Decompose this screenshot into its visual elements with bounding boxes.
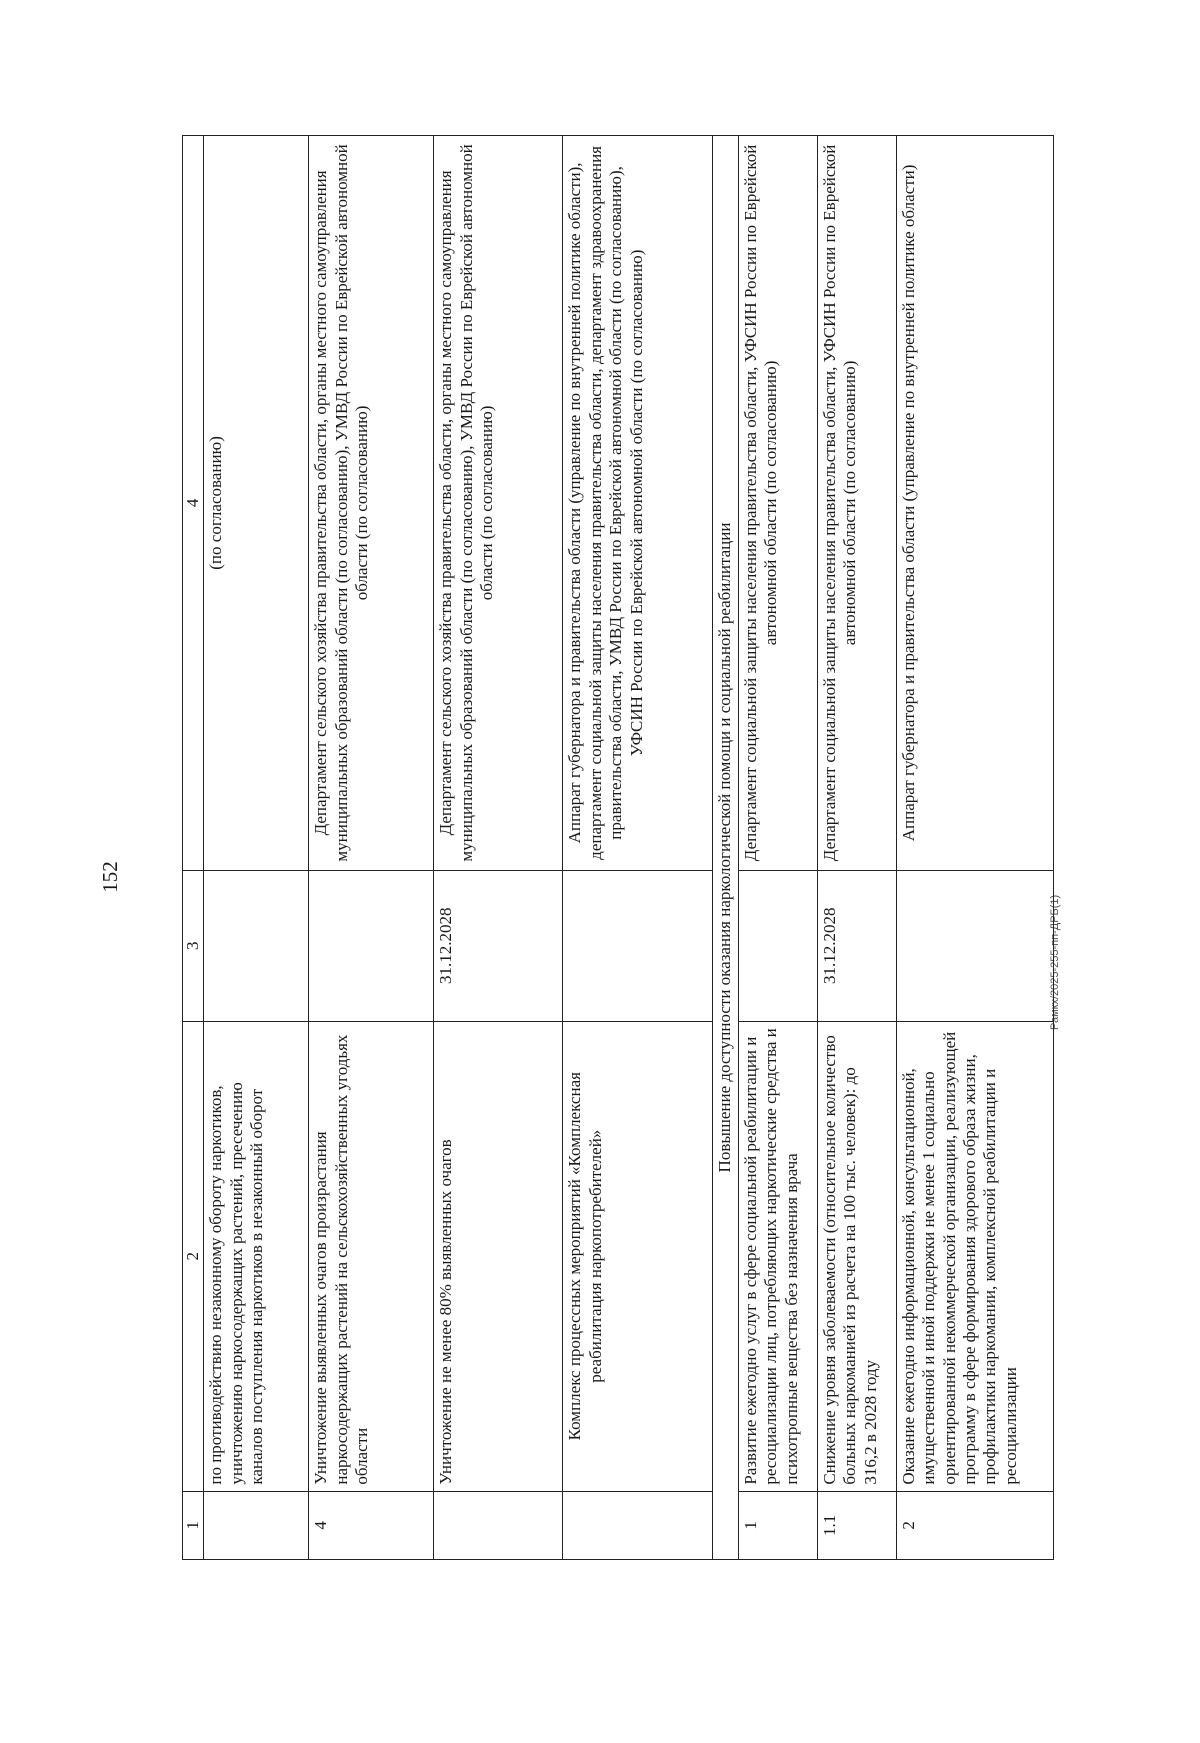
header-col-3: 3 xyxy=(183,870,204,1021)
section-title: Повышение доступности оказания наркологической помощи и социальной реабилитации xyxy=(713,136,738,1560)
row-number: 2 xyxy=(896,1491,1053,1559)
row-task: Уничтожение выявленных очагов произрастания наркосодержащих растений на сельскохозяйственных угодьях области xyxy=(309,1021,434,1491)
header-col-4: 4 xyxy=(183,136,204,871)
header-col-1: 1 xyxy=(183,1491,204,1559)
row-number: 1.1 xyxy=(817,1491,896,1559)
row-responsible: Департамент социальной защиты населения правительства области, УФСИН России по Еврейской автономной области (по согласованию) xyxy=(817,136,896,871)
measures-table xyxy=(182,135,1054,1560)
row-deadline xyxy=(204,870,309,1021)
table-row xyxy=(738,136,817,1560)
row-number: 4 xyxy=(309,1491,434,1559)
row-task: по противодействию незаконному обороту наркотиков, уничтожению наркосодержащих растений, пресечению каналов поступления наркотиков в незаконный оборот xyxy=(204,1021,309,1491)
row-number: 1 xyxy=(738,1491,817,1559)
row-task: Развитие ежегодно услуг в сфере социальной реабилитации и ресоциализации лиц, потребляющих наркотические средства и психотропные вещества без назначения врача xyxy=(738,1021,817,1491)
row-deadline xyxy=(738,870,817,1021)
row-deadline: 31.12.2028 xyxy=(817,870,896,1021)
table-row xyxy=(434,136,563,1560)
row-task: Комплекс процессных мероприятий «Комплексная реабилитация наркопотребителей» xyxy=(563,1021,713,1491)
row-task: Уничтожение не менее 80% выявленных очагов xyxy=(434,1021,563,1491)
row-deadline xyxy=(896,870,1053,1021)
row-number xyxy=(563,1491,713,1559)
row-deadline xyxy=(563,870,713,1021)
row-responsible: Аппарат губернатора и правительства области (управление по внутренней политике области) xyxy=(896,136,1053,871)
row-deadline: 31.12.2028 xyxy=(434,870,563,1021)
table-row xyxy=(896,136,1053,1560)
row-responsible: Аппарат губернатора и правительства области (управление по внутренней политике области), департамент социальной защиты населения правительства области, департамент здравоохранения правительства области, УМВД России по Еврейской автономной области (по согласованию), УФСИН России по Еврейской автономной области (по согласованию) xyxy=(563,136,713,871)
row-task: Снижение уровня заболеваемости (относительное количество больных наркоманией из расчета на 100 тыс. человек): до 316,2 в 2028 году xyxy=(817,1021,896,1491)
row-responsible: (по согласованию) xyxy=(204,136,309,871)
row-deadline xyxy=(309,870,434,1021)
header-col-2: 2 xyxy=(183,1021,204,1491)
row-number xyxy=(204,1491,309,1559)
table-row xyxy=(563,136,713,1560)
table-row xyxy=(204,136,309,1560)
document-code: Рамкх/2025-255-пп-ДРБ(1) xyxy=(1049,894,1061,1030)
row-responsible: Департамент социальной защиты населения правительства области, УФСИН России по Еврейской автономной области (по согласованию) xyxy=(738,136,817,871)
table-header-row xyxy=(183,136,204,1560)
row-number xyxy=(434,1491,563,1559)
page-number: 152 xyxy=(98,861,122,893)
section-header-row xyxy=(713,136,738,1560)
measures-table-frame xyxy=(182,135,1081,1560)
row-task: Оказание ежегодно информационной, консультационной, имущественной и иной поддержки не менее 1 социально ориентированной некоммерческой организации, реализующей программу в сфере формирования здорового образа жизни, профилактики наркомании, комплексной реабилитации и ресоциализации xyxy=(896,1021,1053,1491)
table-row xyxy=(817,136,896,1560)
row-responsible: Департамент сельского хозяйства правительства области, органы местного самоуправления муниципальных образований области (по согласованию), УМВД России по Еврейской автономной области (по согласованию) xyxy=(309,136,434,871)
table-row xyxy=(309,136,434,1560)
row-responsible: Департамент сельского хозяйства правительства области, органы местного самоуправления муниципальных образований области (по согласованию), УМВД России по Еврейской автономной области (по согласованию) xyxy=(434,136,563,871)
